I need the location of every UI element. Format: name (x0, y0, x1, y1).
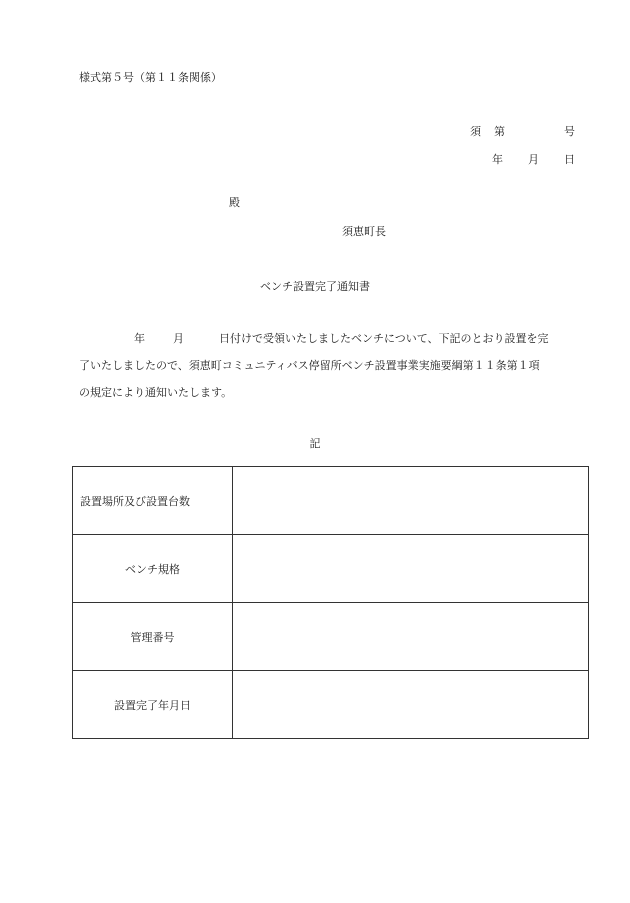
body-year-label: 年 (134, 332, 145, 345)
table-row (73, 603, 589, 671)
value-management-number[interactable] (233, 603, 589, 671)
date-year-label: 年 (492, 153, 503, 166)
value-completion-date[interactable] (233, 671, 589, 739)
body-line-3: の規定により通知いたします。 (79, 386, 233, 399)
date-day-label: 日 (564, 153, 575, 166)
doc-number-go: 号 (564, 125, 575, 138)
body-month-label: 月 (173, 332, 184, 345)
table-row (73, 671, 589, 739)
body-line-1: 日付けで受領いたしましたベンチについて、下記のとおり設置を完 (219, 332, 549, 345)
doc-number-dai: 第 (494, 125, 505, 138)
doc-number-office: 須 (470, 125, 481, 138)
label-bench-spec: ベンチ規格 (73, 535, 233, 603)
document-title: ベンチ設置完了通知書 (260, 280, 370, 293)
body-line-2: 了いたしましたので、須恵町コミュニティバス停留所ベンチ設置事業実施要綱第１１条第１項 (79, 359, 540, 372)
date-month-label: 月 (528, 153, 539, 166)
value-bench-spec[interactable] (233, 535, 589, 603)
label-location-count: 設置場所及び設置台数 (73, 467, 233, 535)
form-number: 様式第５号（第１１条関係） (79, 71, 222, 84)
label-management-number: 管理番号 (73, 603, 233, 671)
sender-title: 須恵町長 (342, 225, 386, 238)
table-row (73, 535, 589, 603)
value-location-count[interactable] (233, 467, 589, 535)
record-table (72, 466, 589, 739)
addressee-honorific: 殿 (229, 196, 240, 209)
label-completion-date: 設置完了年月日 (73, 671, 233, 739)
ki-heading: 記 (309, 437, 321, 450)
table-row (73, 467, 589, 535)
